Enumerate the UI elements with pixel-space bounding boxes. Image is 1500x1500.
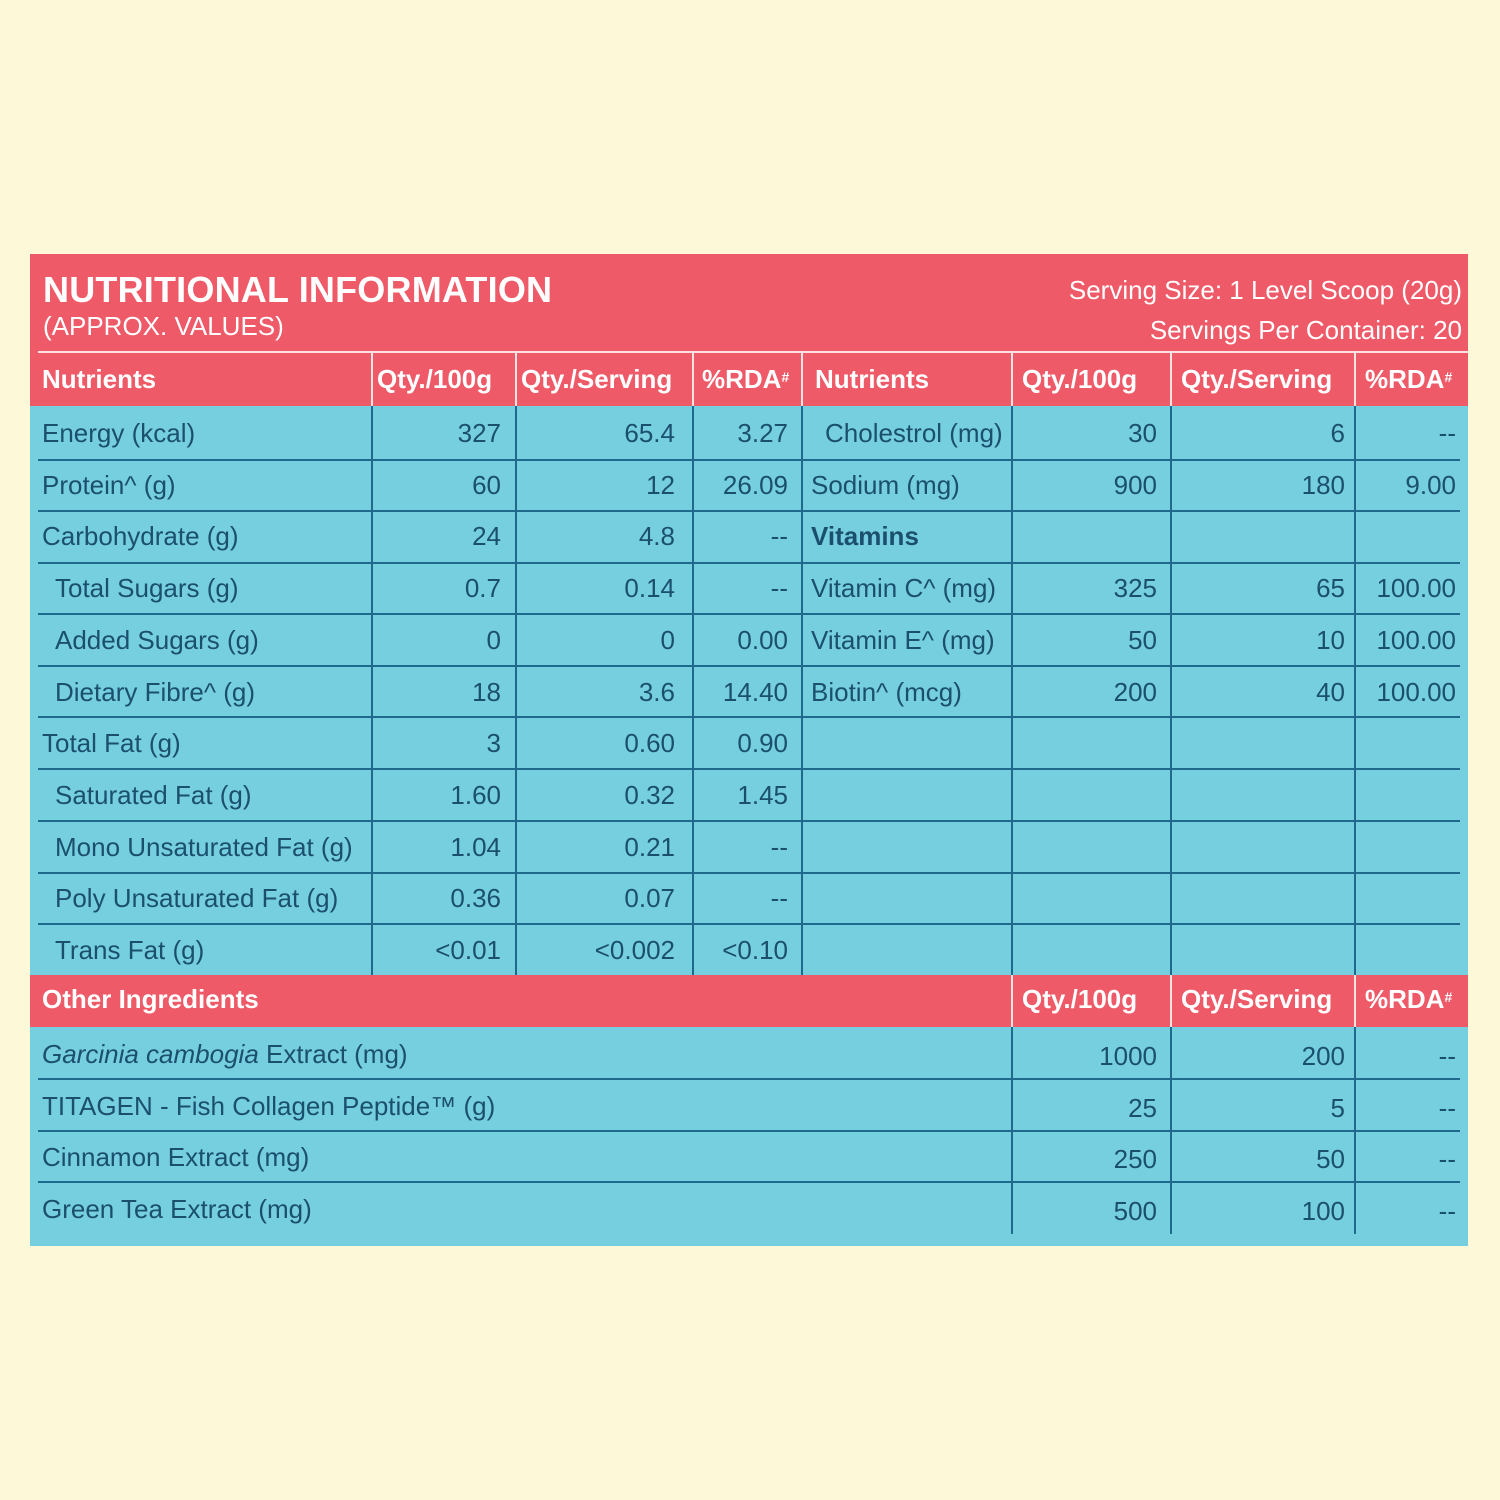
- nutrient-name: Carbohydrate (g): [42, 521, 239, 552]
- column-divider: [1354, 1027, 1356, 1234]
- ingredient-name-italic: Garcinia cambogia: [42, 1039, 259, 1069]
- column-divider: [1170, 406, 1172, 975]
- nutrient-name: Dietary Fibre^ (g): [55, 676, 256, 707]
- nutrient-name: Energy (kcal): [42, 418, 196, 448]
- rda-value: 1.45: [737, 779, 788, 810]
- qty-per-100g: 60: [472, 469, 501, 500]
- qty-per-100g: 200: [1113, 676, 1157, 707]
- nutrient-name: Added Sugars (g): [55, 624, 259, 655]
- nutrient-name: Sodium (mg): [811, 469, 960, 500]
- ingredient-name: [42, 1142, 309, 1172]
- rda-value: --: [1438, 1092, 1456, 1123]
- qty-per-serving: 50: [1316, 1144, 1345, 1175]
- col-header-nutrients-right: Nutrients: [815, 364, 930, 394]
- other-ingredients-header: [30, 975, 1468, 1027]
- servings-per-container: Servings Per Container: 20: [1149, 315, 1462, 345]
- qty-per-serving: 5: [1330, 1092, 1345, 1123]
- column-divider: [692, 406, 694, 975]
- nutrition-header: [30, 254, 1468, 406]
- row-divider: [38, 872, 1460, 874]
- col-header-rda-left: [702, 352, 789, 406]
- qty-per-100g: 0.7: [464, 573, 501, 604]
- qty-per-serving: 65: [1316, 573, 1345, 604]
- col-header-qty100-left: Qty./100g: [377, 364, 493, 394]
- column-divider: [801, 406, 803, 975]
- rda-value: 100.00: [1376, 624, 1456, 655]
- header-separator: [692, 352, 694, 406]
- qty-per-serving: 3.6: [638, 676, 675, 707]
- row-divider: [38, 510, 1460, 512]
- rda-mark: #: [781, 369, 790, 385]
- row-divider: [38, 1181, 1460, 1183]
- rda-value: 14.40: [722, 676, 788, 707]
- qty-per-100g: 0.36: [450, 883, 501, 914]
- rda-value: --: [1438, 1144, 1456, 1175]
- qty-per-100g: 900: [1113, 469, 1157, 500]
- qty-per-100g: 3: [486, 728, 501, 759]
- qty-per-100g: 500: [1113, 1196, 1157, 1227]
- rda-value: <0.10: [722, 935, 788, 965]
- nutrient-name: Saturated Fat (g): [55, 779, 252, 810]
- qty-per-100g: 25: [1128, 1092, 1157, 1123]
- ingredient-name-text: Extract (mg): [258, 1039, 408, 1069]
- qty-per-100g: 325: [1113, 573, 1157, 604]
- row-divider: [38, 665, 1460, 667]
- rda-value: --: [770, 883, 788, 914]
- qty-per-serving: 0.14: [624, 573, 675, 604]
- qty-per-100g: 1.60: [450, 779, 501, 810]
- qty-per-serving: 180: [1301, 469, 1345, 500]
- rda-label: %RDA: [1365, 984, 1445, 1014]
- other-col-qtyserv: Qty./Serving: [1181, 984, 1333, 1014]
- header-separator: [371, 352, 373, 406]
- qty-per-serving: 12: [646, 469, 675, 500]
- serving-size: Serving Size: 1 Level Scoop (20g): [1068, 275, 1462, 305]
- ingredient-name: [42, 1039, 408, 1069]
- column-divider: [1170, 1027, 1172, 1234]
- rda-value: --: [1438, 1196, 1456, 1227]
- header-separator: [1354, 352, 1356, 406]
- qty-per-serving: 0.60: [624, 728, 675, 759]
- col-header-qtyserv-right: Qty./Serving: [1181, 364, 1333, 394]
- qty-per-100g: 30: [1128, 418, 1157, 448]
- rda-value: 0.00: [737, 624, 788, 655]
- nutrition-panel: [30, 254, 1468, 1246]
- nutrient-name: Total Sugars (g): [55, 573, 239, 604]
- qty-per-serving: 100: [1301, 1196, 1345, 1227]
- rda-value: 100.00: [1376, 573, 1456, 604]
- column-divider: [1011, 406, 1013, 975]
- rda-value: --: [770, 521, 788, 552]
- col-header-qty100-right: Qty./100g: [1022, 364, 1138, 394]
- nutrient-name: Cholestrol (mg): [825, 418, 1003, 448]
- header-separator: [1011, 975, 1013, 1027]
- row-divider: [38, 459, 1460, 461]
- section-label-vitamins: Vitamins: [811, 521, 919, 552]
- row-divider: [38, 716, 1460, 718]
- rda-value: --: [1438, 1041, 1456, 1071]
- qty-per-100g: 1000: [1099, 1041, 1157, 1071]
- nutrient-name: Protein^ (g): [42, 469, 176, 500]
- nutrient-name: Poly Unsaturated Fat (g): [55, 883, 339, 914]
- qty-per-100g: 18: [472, 676, 501, 707]
- nutrient-name: Total Fat (g): [42, 728, 181, 759]
- panel-title: NUTRITIONAL INFORMATION: [43, 269, 553, 310]
- ingredient-name: [42, 1194, 312, 1224]
- row-divider: [38, 768, 1460, 770]
- row-divider: [38, 562, 1460, 564]
- header-separator: [1354, 975, 1356, 1027]
- rda-mark: #: [1444, 989, 1453, 1005]
- rda-value: 0.90: [737, 728, 788, 759]
- rda-value: --: [770, 831, 788, 862]
- header-separator: [1011, 352, 1013, 406]
- ingredient-name-text: Cinnamon Extract (mg): [42, 1142, 310, 1173]
- rda-mark: #: [1444, 369, 1453, 385]
- rda-value: 100.00: [1376, 676, 1456, 707]
- qty-per-100g: 250: [1113, 1144, 1157, 1175]
- serving-info: [1069, 270, 1462, 350]
- qty-per-serving: 0.32: [624, 779, 675, 810]
- col-header-rda-right: [1365, 352, 1452, 406]
- rda-label: %RDA: [702, 364, 782, 394]
- rda-value: 3.27: [737, 418, 788, 448]
- header-separator: [1170, 352, 1172, 406]
- nutrient-name: Vitamin E^ (mg): [811, 624, 995, 655]
- qty-per-serving: 0: [660, 624, 675, 655]
- qty-per-serving: <0.002: [594, 935, 675, 965]
- ingredient-name: [42, 1091, 495, 1121]
- column-divider: [515, 406, 517, 975]
- column-divider: [1011, 1027, 1013, 1234]
- other-heading: Other Ingredients: [42, 984, 259, 1014]
- rda-value: --: [770, 573, 788, 604]
- other-col-qty100: Qty./100g: [1022, 984, 1138, 1014]
- row-divider: [38, 1130, 1460, 1132]
- nutrient-name: Mono Unsaturated Fat (g): [55, 831, 353, 862]
- column-divider: [371, 406, 373, 975]
- qty-per-serving: 0.21: [624, 831, 675, 862]
- col-header-qtyserv-left: Qty./Serving: [521, 364, 673, 394]
- qty-per-serving: 65.4: [624, 418, 675, 448]
- qty-per-serving: 6: [1330, 418, 1345, 448]
- qty-per-100g: 327: [457, 418, 501, 448]
- header-separator: [515, 352, 517, 406]
- qty-per-100g: 1.04: [450, 831, 501, 862]
- header-separator: [801, 352, 803, 406]
- qty-per-100g: 24: [472, 521, 501, 552]
- qty-per-serving: 4.8: [638, 521, 675, 552]
- nutrient-name: Vitamin C^ (mg): [811, 573, 997, 604]
- header-separator: [1170, 975, 1172, 1027]
- other-col-rda: [1365, 975, 1452, 1023]
- rda-value: --: [1438, 418, 1456, 448]
- qty-per-100g: 50: [1128, 624, 1157, 655]
- ingredient-name-text: Green Tea Extract (mg): [42, 1194, 312, 1225]
- rda-value: 9.00: [1405, 469, 1456, 500]
- ingredient-name-text: TITAGEN - Fish Collagen Peptide™ (g): [42, 1090, 496, 1121]
- rda-label: %RDA: [1365, 364, 1445, 394]
- qty-per-100g: <0.01: [435, 935, 501, 965]
- row-divider: [38, 820, 1460, 822]
- col-header-nutrients-left: Nutrients: [42, 364, 157, 394]
- row-divider: [38, 1078, 1460, 1080]
- column-divider: [1354, 406, 1356, 975]
- qty-per-serving: 200: [1301, 1041, 1345, 1071]
- nutrient-name: Trans Fat (g): [55, 935, 205, 965]
- qty-per-100g: 0: [486, 624, 501, 655]
- qty-per-serving: 0.07: [624, 883, 675, 914]
- qty-per-serving: 40: [1316, 676, 1345, 707]
- panel-subtitle: (APPROX. VALUES): [43, 311, 284, 341]
- nutrient-name: Biotin^ (mcg): [811, 676, 962, 707]
- qty-per-serving: 10: [1316, 624, 1345, 655]
- rda-value: 26.09: [722, 469, 788, 500]
- row-divider: [38, 923, 1460, 925]
- row-divider: [38, 613, 1460, 615]
